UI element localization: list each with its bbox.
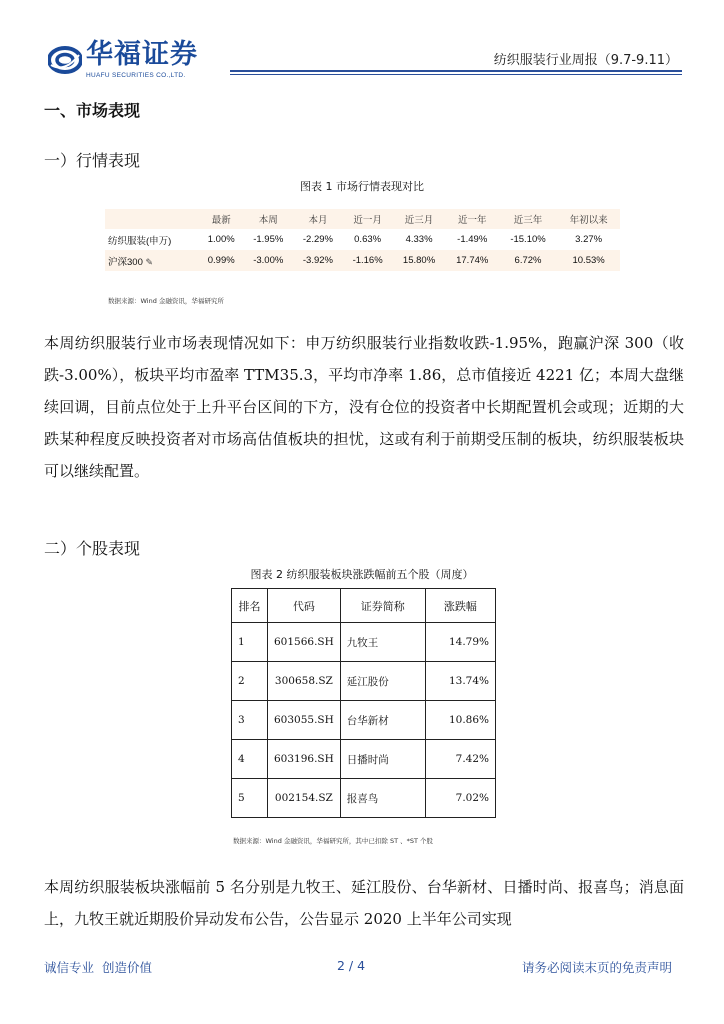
rank-cell: 2 [232, 662, 268, 701]
table-row [232, 740, 496, 779]
column-header: 年初以来 [557, 209, 620, 229]
code-cell: 002154.SZ [268, 779, 341, 818]
table-cell: -3.92% [293, 250, 343, 271]
table-cell: -1.16% [343, 250, 393, 271]
header-divider-thin [230, 74, 682, 75]
page-header [0, 0, 724, 90]
column-header: 最新 [199, 209, 243, 229]
index-name: 纺织服装(申万) [105, 229, 199, 250]
report-title: 纺织服装行业周报（9.7-9.11） [493, 53, 678, 68]
table-cell: 3.27% [557, 229, 620, 250]
logo-english-name: HUAFU SECURITIES CO.,LTD. [86, 72, 186, 79]
table-cell: -1.95% [243, 229, 293, 250]
column-header: 代码 [268, 589, 341, 623]
stock-name-cell: 报喜鸟 [340, 779, 425, 818]
code-cell: 603196.SH [268, 740, 341, 779]
table-row [232, 623, 496, 662]
change-cell: 10.86% [425, 701, 495, 740]
table-cell: 17.74% [446, 250, 499, 271]
table-cell: -2.29% [293, 229, 343, 250]
column-header: 证券简称 [340, 589, 425, 623]
change-cell: 7.02% [425, 779, 495, 818]
code-cell: 603055.SH [268, 701, 341, 740]
subsection-heading-stocks: 二）个股表现 [44, 539, 141, 558]
table-cell: 0.63% [343, 229, 393, 250]
rank-cell: 1 [232, 623, 268, 662]
market-summary-paragraph: 本周纺织服装行业市场表现情况如下：申万纺织服装行业指数收跌-1.95%，跑赢沪深 300（收跌-3.00%），板块平均市盈率 TTM35.3，平均市净率 1.86，总市值接近 4221 亿；本周大盘继续回调，目前点位处于上升平台区间的下方，没有仓位的投资者中长期配置机会或现；近期的大跌某种程度反映投资者对市场高估值板块的担忧，这或有利于前期受压制的板块，纺织服装板块可以继续配置。 [44, 334, 684, 480]
column-header: 近三月 [392, 209, 445, 229]
rank-cell: 5 [232, 779, 268, 818]
table-cell: 0.99% [199, 250, 243, 271]
index-name: 沪深300 [108, 256, 143, 268]
index-name-cell [105, 250, 199, 271]
table-row [232, 662, 496, 701]
stock-name-cell: 台华新材 [340, 701, 425, 740]
table2-caption: 图表 2 纺织服装板块涨跌幅前五个股（周度） [250, 568, 474, 581]
table-cell: -1.49% [446, 229, 499, 250]
footer-slogan: 诚信专业 创造价值 [44, 960, 152, 975]
table-cell: -3.00% [243, 250, 293, 271]
code-cell: 300658.SZ [268, 662, 341, 701]
table-cell: -15.10% [499, 229, 557, 250]
logo-chinese-name: 华福证券 [86, 39, 198, 70]
change-cell: 14.79% [425, 623, 495, 662]
change-cell: 13.74% [425, 662, 495, 701]
market-performance-table [105, 209, 620, 271]
table-cell: 6.72% [499, 250, 557, 271]
section-heading: 一、市场表现 [44, 101, 141, 120]
pencil-icon: ✎ [145, 256, 154, 267]
stock-name-cell: 日播时尚 [340, 740, 425, 779]
page-footer [44, 958, 672, 978]
column-header: 排名 [232, 589, 268, 623]
stocks-summary-paragraph: 本周纺织服装板块涨幅前 5 名分别是九牧王、延江股份、台华新材、日播时尚、报喜鸟；消息面上，九牧王就近期股价异动发布公告，公告显示 2020 上半年公司实现 [44, 878, 684, 928]
table-cell: 10.53% [557, 250, 620, 271]
table-cell: 15.80% [392, 250, 445, 271]
column-header: 本周 [243, 209, 293, 229]
column-header: 近一年 [446, 209, 499, 229]
table-row [105, 229, 620, 250]
company-logo [48, 40, 226, 86]
table-row [105, 250, 620, 271]
column-header [105, 209, 199, 229]
table1-caption: 图表 1 市场行情表现对比 [300, 180, 424, 193]
top-stocks-table [231, 588, 496, 818]
table1-source: 数据来源：Wind 金融资讯，华福研究所 [108, 297, 224, 305]
huafu-logo-icon [48, 43, 82, 77]
stock-name-cell: 延江股份 [340, 662, 425, 701]
code-cell: 601566.SH [268, 623, 341, 662]
table-row [232, 701, 496, 740]
rank-cell: 3 [232, 701, 268, 740]
rank-cell: 4 [232, 740, 268, 779]
stock-name-cell: 九牧王 [340, 623, 425, 662]
table-row [232, 779, 496, 818]
column-header: 近一月 [343, 209, 393, 229]
column-header: 本月 [293, 209, 343, 229]
column-header: 涨跌幅 [425, 589, 495, 623]
column-header: 近三年 [499, 209, 557, 229]
table-cell: 1.00% [199, 229, 243, 250]
subsection-heading-market: 一）行情表现 [44, 151, 141, 170]
header-divider [230, 70, 682, 72]
table-cell: 4.33% [392, 229, 445, 250]
table-header-row [105, 209, 620, 229]
table-header-row [232, 589, 496, 623]
table2-source: 数据来源：Wind 金融资讯，华福研究所，其中已扣除 ST 、*ST 个股 [233, 837, 434, 845]
footer-disclaimer: 请务必阅读末页的免责声明 [521, 960, 672, 975]
page-number: 2 / 4 [337, 958, 366, 973]
change-cell: 7.42% [425, 740, 495, 779]
